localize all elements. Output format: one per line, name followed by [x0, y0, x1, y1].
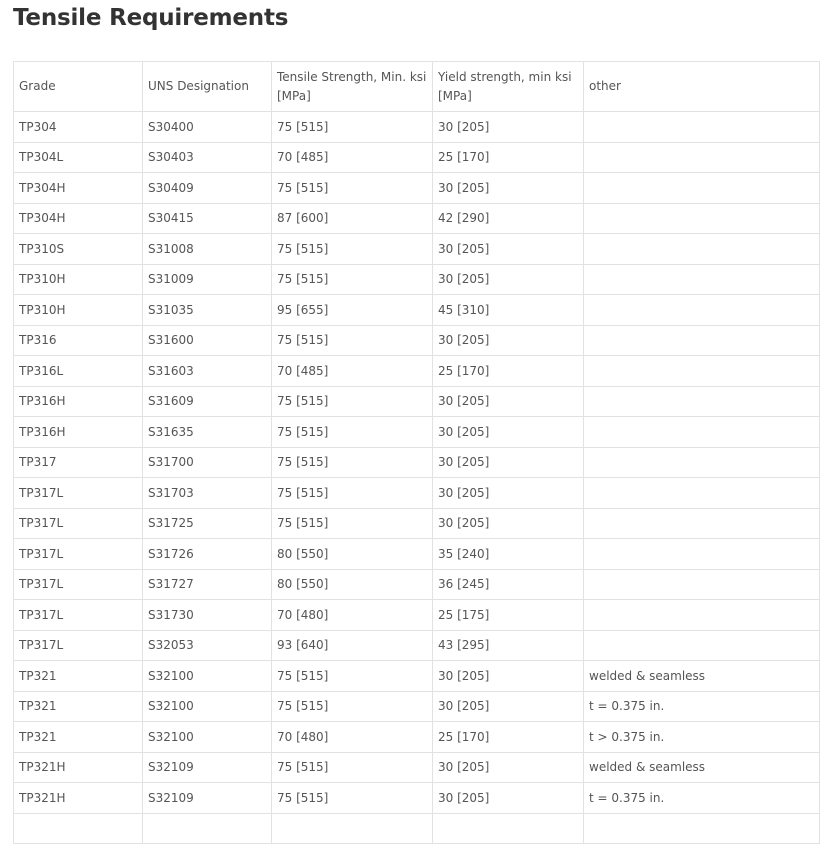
cell-uns-designation: S32109 [143, 752, 272, 783]
cell-other [584, 356, 820, 387]
table-row [14, 508, 820, 539]
cell-tensile-strength: 75 [515] [272, 478, 433, 509]
cell-grade: TP321 [14, 722, 143, 753]
cell-tensile-strength: 95 [655] [272, 295, 433, 326]
cell-grade: TP304H [14, 203, 143, 234]
cell-other [584, 478, 820, 509]
cell-yield-strength: 30 [205] [433, 234, 584, 265]
cell-uns-designation [143, 813, 272, 844]
cell-other: welded & seamless [584, 661, 820, 692]
cell-grade: TP310H [14, 264, 143, 295]
cell-tensile-strength: 75 [515] [272, 447, 433, 478]
table-row [14, 630, 820, 661]
cell-yield-strength: 25 [170] [433, 142, 584, 173]
cell-uns-designation: S31730 [143, 600, 272, 631]
cell-grade: TP304L [14, 142, 143, 173]
cell-uns-designation: S30415 [143, 203, 272, 234]
cell-yield-strength: 30 [205] [433, 508, 584, 539]
cell-uns-designation: S31609 [143, 386, 272, 417]
table-row [14, 234, 820, 265]
cell-yield-strength: 30 [205] [433, 112, 584, 143]
cell-tensile-strength: 93 [640] [272, 630, 433, 661]
cell-yield-strength: 30 [205] [433, 752, 584, 783]
table-row [14, 661, 820, 692]
header-other: other [584, 62, 820, 112]
cell-yield-strength: 30 [205] [433, 478, 584, 509]
cell-grade: TP316L [14, 356, 143, 387]
cell-other: t > 0.375 in. [584, 722, 820, 753]
cell-uns-designation: S31008 [143, 234, 272, 265]
cell-grade: TP317L [14, 569, 143, 600]
cell-uns-designation: S32053 [143, 630, 272, 661]
table-row [14, 691, 820, 722]
cell-yield-strength: 30 [205] [433, 325, 584, 356]
cell-grade: TP321H [14, 783, 143, 814]
cell-tensile-strength: 75 [515] [272, 173, 433, 204]
cell-uns-designation: S31726 [143, 539, 272, 570]
table-header [14, 62, 820, 112]
cell-uns-designation: S32100 [143, 722, 272, 753]
cell-yield-strength: 30 [205] [433, 386, 584, 417]
cell-grade: TP317L [14, 630, 143, 661]
cell-yield-strength: 30 [205] [433, 783, 584, 814]
cell-uns-designation: S30400 [143, 112, 272, 143]
table-row [14, 447, 820, 478]
cell-grade: TP316H [14, 386, 143, 417]
cell-yield-strength: 25 [170] [433, 722, 584, 753]
table-row [14, 356, 820, 387]
cell-yield-strength: 30 [205] [433, 447, 584, 478]
cell-yield-strength: 30 [205] [433, 173, 584, 204]
cell-tensile-strength: 70 [480] [272, 600, 433, 631]
cell-tensile-strength: 75 [515] [272, 112, 433, 143]
cell-other [584, 234, 820, 265]
table-row [14, 295, 820, 326]
cell-tensile-strength: 75 [515] [272, 508, 433, 539]
cell-other: welded & seamless [584, 752, 820, 783]
cell-uns-designation: S32109 [143, 783, 272, 814]
cell-grade: TP317L [14, 539, 143, 570]
cell-grade: TP321 [14, 661, 143, 692]
cell-tensile-strength: 75 [515] [272, 386, 433, 417]
header-row [14, 62, 820, 112]
cell-grade: TP317 [14, 447, 143, 478]
cell-yield-strength: 45 [310] [433, 295, 584, 326]
table-row [14, 142, 820, 173]
cell-uns-designation: S32100 [143, 691, 272, 722]
cell-yield-strength: 35 [240] [433, 539, 584, 570]
cell-other [584, 173, 820, 204]
cell-uns-designation: S31600 [143, 325, 272, 356]
cell-other [584, 630, 820, 661]
page-title: Tensile Requirements [13, 5, 289, 31]
table-row [14, 478, 820, 509]
cell-yield-strength: 43 [295] [433, 630, 584, 661]
cell-other [584, 203, 820, 234]
cell-grade: TP304H [14, 173, 143, 204]
table-row [14, 203, 820, 234]
cell-other [584, 142, 820, 173]
cell-grade: TP316 [14, 325, 143, 356]
cell-tensile-strength: 75 [515] [272, 661, 433, 692]
cell-yield-strength: 30 [205] [433, 661, 584, 692]
cell-grade: TP310S [14, 234, 143, 265]
cell-yield-strength: 25 [175] [433, 600, 584, 631]
cell-uns-designation: S31700 [143, 447, 272, 478]
tensile-requirements-table [13, 61, 820, 844]
cell-other [584, 569, 820, 600]
cell-grade: TP304 [14, 112, 143, 143]
cell-tensile-strength [272, 813, 433, 844]
cell-tensile-strength: 87 [600] [272, 203, 433, 234]
table-row [14, 386, 820, 417]
cell-uns-designation: S31727 [143, 569, 272, 600]
header-tensile-strength: Tensile Strength, Min. ksi [MPa] [272, 62, 433, 112]
cell-grade: TP316H [14, 417, 143, 448]
table-row [14, 417, 820, 448]
cell-tensile-strength: 75 [515] [272, 752, 433, 783]
cell-other [584, 417, 820, 448]
cell-other [584, 539, 820, 570]
cell-tensile-strength: 70 [485] [272, 142, 433, 173]
cell-yield-strength: 42 [290] [433, 203, 584, 234]
cell-uns-designation: S31635 [143, 417, 272, 448]
cell-uns-designation: S31603 [143, 356, 272, 387]
cell-uns-designation: S31703 [143, 478, 272, 509]
table-body [14, 112, 820, 844]
cell-other [584, 813, 820, 844]
cell-tensile-strength: 75 [515] [272, 264, 433, 295]
cell-grade: TP317L [14, 478, 143, 509]
cell-grade: TP321H [14, 752, 143, 783]
cell-uns-designation: S32100 [143, 661, 272, 692]
cell-tensile-strength: 75 [515] [272, 234, 433, 265]
cell-yield-strength: 25 [170] [433, 356, 584, 387]
cell-yield-strength: 36 [245] [433, 569, 584, 600]
cell-grade: TP317L [14, 508, 143, 539]
header-grade: Grade [14, 62, 143, 112]
cell-tensile-strength: 70 [485] [272, 356, 433, 387]
cell-other [584, 386, 820, 417]
cell-other [584, 295, 820, 326]
cell-yield-strength: 30 [205] [433, 417, 584, 448]
cell-other: t = 0.375 in. [584, 691, 820, 722]
table-row [14, 569, 820, 600]
table-row [14, 783, 820, 814]
header-uns-designation: UNS Designation [143, 62, 272, 112]
cell-yield-strength: 30 [205] [433, 691, 584, 722]
cell-uns-designation: S30403 [143, 142, 272, 173]
cell-other [584, 325, 820, 356]
cell-tensile-strength: 80 [550] [272, 539, 433, 570]
table-row [14, 112, 820, 143]
cell-grade: TP310H [14, 295, 143, 326]
cell-uns-designation: S31725 [143, 508, 272, 539]
table-row [14, 752, 820, 783]
table-row [14, 722, 820, 753]
cell-grade: TP317L [14, 600, 143, 631]
header-yield-strength: Yield strength, min ksi [MPa] [433, 62, 584, 112]
cell-grade: TP321 [14, 691, 143, 722]
cell-tensile-strength: 80 [550] [272, 569, 433, 600]
table-row [14, 539, 820, 570]
cell-other [584, 508, 820, 539]
cell-tensile-strength: 75 [515] [272, 691, 433, 722]
cell-yield-strength [433, 813, 584, 844]
cell-tensile-strength: 70 [480] [272, 722, 433, 753]
cell-uns-designation: S31035 [143, 295, 272, 326]
cell-yield-strength: 30 [205] [433, 264, 584, 295]
cell-uns-designation: S31009 [143, 264, 272, 295]
cell-other: t = 0.375 in. [584, 783, 820, 814]
table-row [14, 600, 820, 631]
cell-other [584, 264, 820, 295]
table-row [14, 264, 820, 295]
table-row [14, 173, 820, 204]
cell-grade [14, 813, 143, 844]
cell-other [584, 600, 820, 631]
cell-other [584, 447, 820, 478]
table-row [14, 325, 820, 356]
cell-other [584, 112, 820, 143]
cell-tensile-strength: 75 [515] [272, 417, 433, 448]
cell-uns-designation: S30409 [143, 173, 272, 204]
table-row [14, 813, 820, 844]
cell-tensile-strength: 75 [515] [272, 325, 433, 356]
cell-tensile-strength: 75 [515] [272, 783, 433, 814]
